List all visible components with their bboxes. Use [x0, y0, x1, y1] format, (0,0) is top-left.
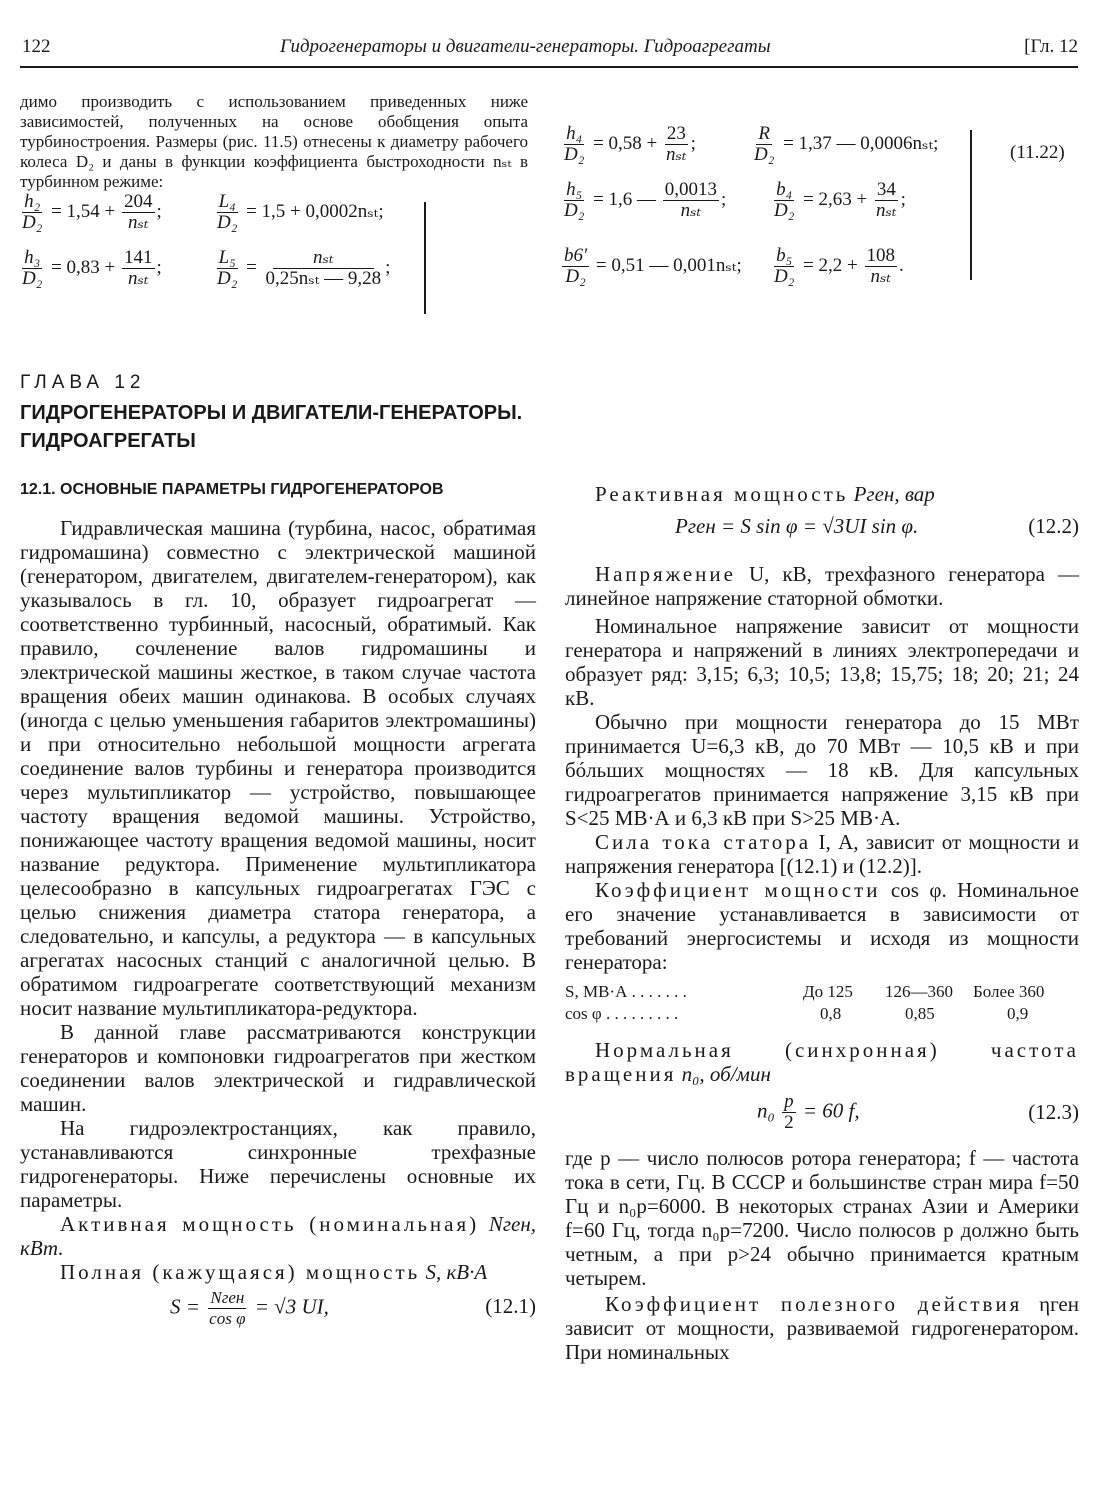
- chapter-label: ГЛАВА 12: [20, 372, 146, 393]
- right-column: [565, 482, 1079, 1364]
- paragraph-types: На гидроэлектростанциях, как правило, устанавливаются синхронные трехфазные гидрогенераторы. Ниже перечислены основные их параметры.: [20, 1116, 536, 1212]
- table-row-label: cos φ . . . . . . . . .: [565, 1004, 679, 1023]
- table-cell: 0,9: [1007, 1004, 1029, 1023]
- paragraph-power-factor: Коэффициент мощности cos φ. Номинальное его значение устанавливается в зависимости от требований энергосистемы и исходя из мощности генератора:: [565, 878, 1079, 974]
- paragraph-rated-voltage: Номинальное напряжение зависит от мощности генератора и напряжений в линиях электропередачи и образует ряд: 3,15; 6,3; 10,5; 13,8; 15,75; 18; 20; 21; 24 кВ.: [565, 614, 1079, 710]
- page-header: [22, 36, 1078, 64]
- paragraph-active-power: Активная мощность (номинальная) Nген, кВт.: [20, 1212, 537, 1260]
- paragraph-sync-speed: Нормальная (синхронная) частота вращения n₀, об/мин: [565, 1038, 1079, 1086]
- equation-12-3: n₀ $\frac{p}{2}$ = 60 f, (12.3): [757, 1091, 1079, 1133]
- paragraph-reactive-power: Реактивная мощность Pген, вар: [595, 482, 935, 506]
- table-cell: До 125: [803, 982, 853, 1001]
- paragraph-current: Сила тока статора I, А, зависит от мощности и напряжения генератора [(12.1) и (12.2)].: [565, 830, 1080, 878]
- eq-number-11-22: (11.22): [1010, 142, 1065, 163]
- eq-number-12-2: (12.2): [1028, 514, 1079, 538]
- paragraph-apparent-power: Полная (кажущаяся) мощность S, кВ·А: [60, 1260, 488, 1284]
- left-column: [20, 516, 536, 1340]
- chapter-ref: [Гл. 12: [1024, 36, 1078, 57]
- paragraph-poles: где p — число полюсов ротора генератора; f — частота тока в сети, Гц. В СССР и большинстве стран мира f=50 Гц и n₀p=6000. В некоторых странах Азии и Америки f=60 Гц, тогда n₀p=7200. Число полюсов p должно быть четным, а при p>24 обычно принимается кратным четырем.: [565, 1146, 1079, 1290]
- paragraph-efficiency: Коэффициент полезного действия ηген зависит от мощности, развиваемой гидрогенератором. При номинальных: [565, 1292, 1079, 1364]
- equation-12-1: S = $\frac{\text{Nген}}{\text{cos φ}}$ = √3 UI, (12.1): [170, 1288, 536, 1328]
- brace-left: [424, 202, 426, 314]
- table-cell: 126—360: [885, 982, 953, 1001]
- intro-paragraph: димо производить с использованием приведенных ниже зависимостей, полученных на основе обобщения опыта турбиностроения. Размеры (рис. 11.5) отнесены к диаметру рабочего колеса D₂ и даны в функции коэффициента быстроходности nₛₜ в турбинном режиме:: [20, 92, 528, 191]
- table-cell: Более 360: [973, 982, 1045, 1001]
- chapter-title-1: ГИДРОГЕНЕРАТОРЫ И ДВИГАТЕЛИ-ГЕНЕРАТОРЫ.: [20, 402, 523, 424]
- table-row-label: S, МВ·А . . . . . . .: [565, 982, 687, 1001]
- paragraph-voltage: Напряжение U, кВ, трехфазного генератора — линейное напряжение статорной обмотки.: [565, 562, 1079, 610]
- paragraph-scope: В данной главе рассматриваются конструкции генераторов и компоновки гидроагрегатов при жестком соединении валов электрической и гидравлической машин.: [20, 1020, 536, 1116]
- paragraph-intro: Гидравлическая машина (турбина, насос, обратимая гидромашина) совместно с электрической машиной (генератором, двигателем, двигателем-генератором), как указывалось в гл. 10, образует гидроагрегат — соответственно турбинный, насосный, обратимый. Как правило, сочленение валов гидромашины и электрической машины жесткое, в таком случае частота вращения обеих машин одинакова. В особых случаях (иногда с целью уменьшения габаритов электромашины) и при относительно небольшой мощности агрегата соединение валов турбины и генератора производится через мультипликатор — устройство, повышающее частоту вращения ведомой машины. Устройство, понижающее частоту вращения ведомой машины, носит название редуктора. Применение мультипликатора целесообразно в капсульных гидроагрегатах ГЭС с целью снижения диаметра статора генератора, а следовательно, и капсулы, а редуктора — в капсульных агрегатах насосных станций с аналогичной целью. В обратимом гидроагрегате соответствующий механизм носит название мультипликатора-редуктора.: [20, 516, 536, 1020]
- header-rule: [20, 66, 1078, 68]
- table-cell: 0,85: [905, 1004, 935, 1023]
- power-factor-table: [565, 982, 1079, 1032]
- eq-number-12-1: (12.1): [485, 1294, 536, 1318]
- eq-number-12-3: (12.3): [1028, 1100, 1079, 1124]
- brace-right: [970, 130, 972, 280]
- running-title: Гидрогенераторы и двигатели-генераторы. Гидроагрегаты: [280, 36, 771, 57]
- chapter-title-2: ГИДРОАГРЕГАТЫ: [20, 430, 196, 452]
- paragraph-usual-voltage: Обычно при мощности генератора до 15 МВт принимается U=6,3 кВ, до 70 МВт — 10,5 кВ и при бóльших мощностях — 18 кВ. Для капсульных гидроагрегатов принимается напряжение 3,15 кВ при S<25 МВ·А и 6,3 кВ при S>25 МВ·А.: [565, 710, 1079, 830]
- table-cell: 0,8: [820, 1004, 842, 1023]
- equation-12-2: Pген = S sin φ = √3UI sin φ. (12.2): [675, 514, 1079, 538]
- section-heading: 12.1. ОСНОВНЫЕ ПАРАМЕТРЫ ГИДРОГЕНЕРАТОРОВ: [20, 481, 444, 498]
- page-number: 122: [22, 36, 51, 57]
